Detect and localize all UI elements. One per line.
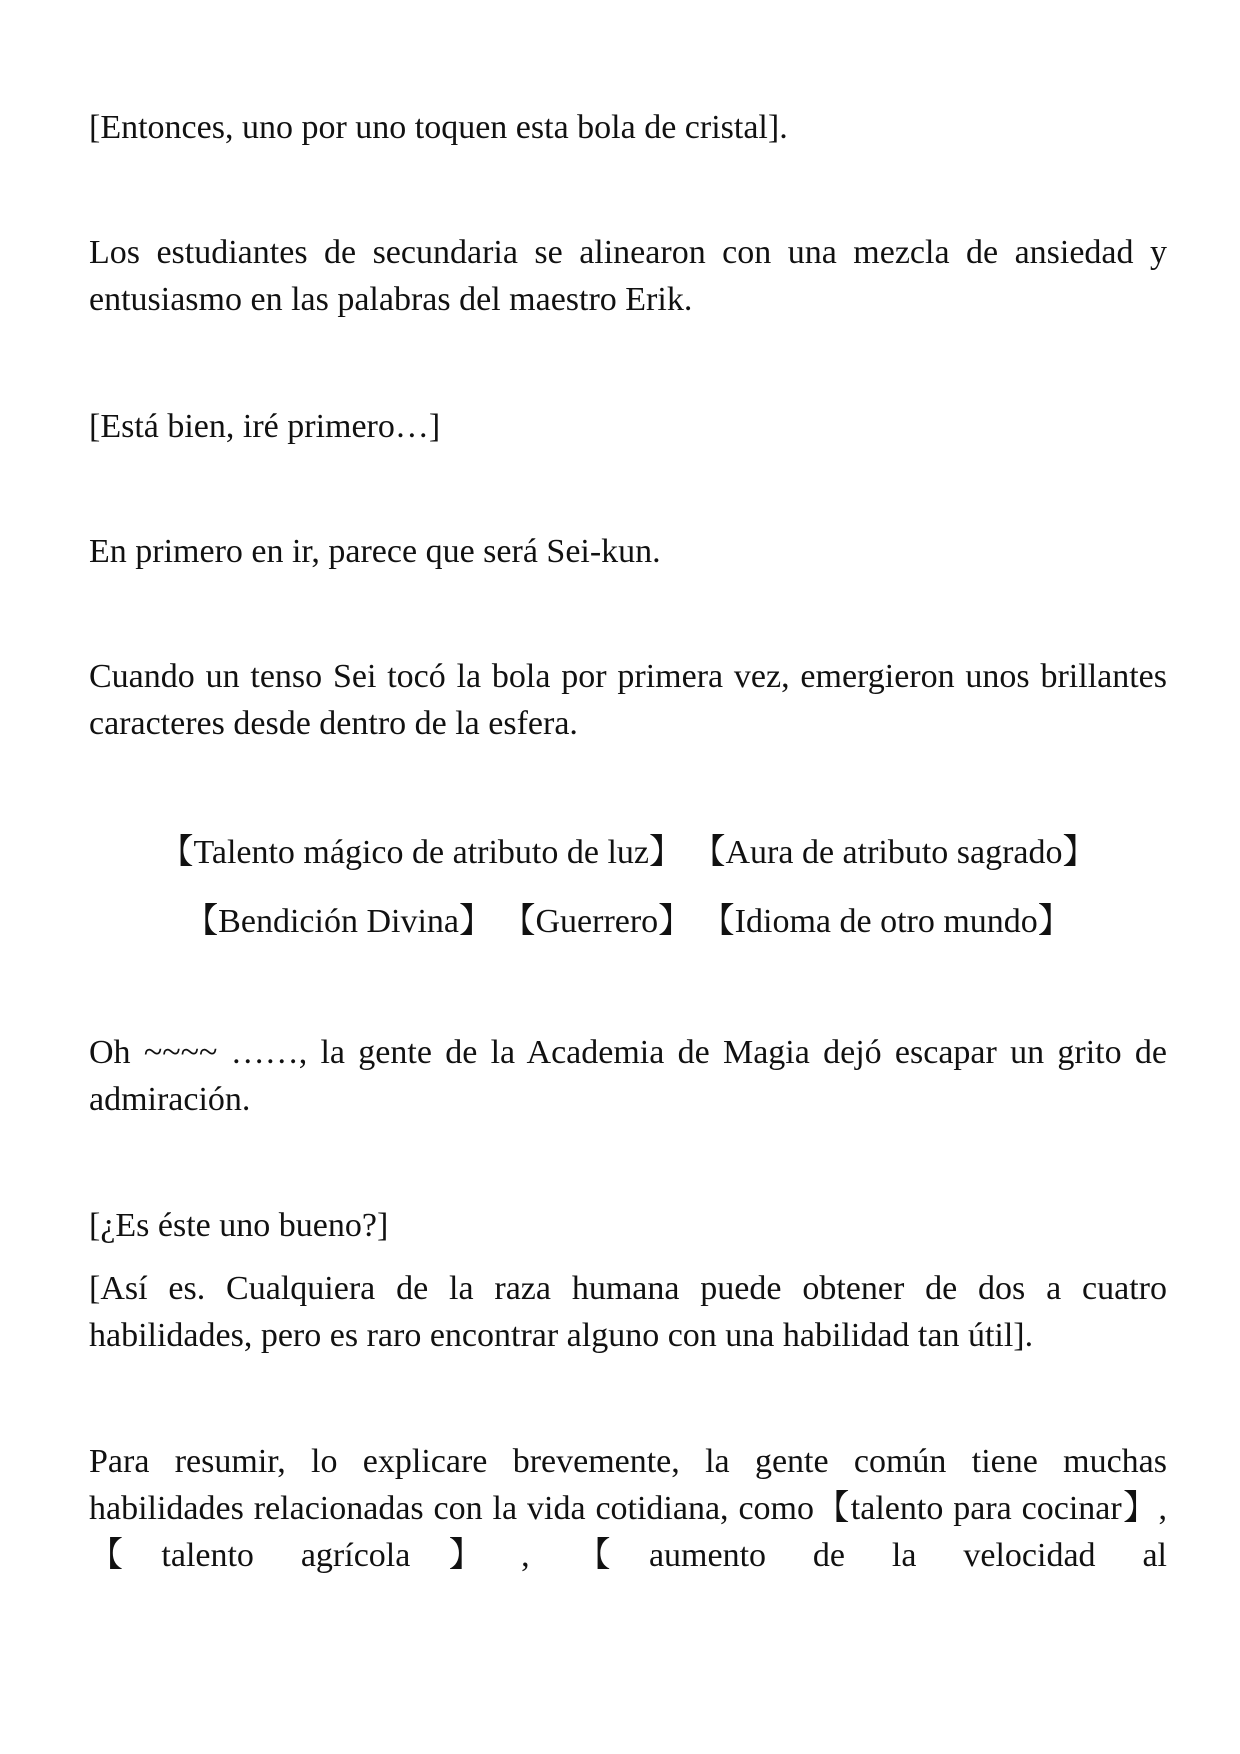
paragraph-crystal-ball-instruction: [Entonces, uno por uno toquen esta bola de cristal]. [89, 109, 788, 146]
paragraph-that-is-right: [Así es. Cualquiera de la raza humana puede obtener de dos a cuatro habilidades, pero es raro encontrar alguno con una habilidad tan útil]. [89, 1270, 1167, 1354]
paragraph-sei-first: En primero en ir, parece que será Sei-kun. [89, 533, 661, 570]
skills-line-2: 【Bendición Divina】 【Guerrero】 【Idioma de otro mundo】 [184, 903, 1072, 940]
paragraph-admiration: Oh ~~~~ ……, la gente de la Academia de Magia dejó escapar un grito de admiración. [89, 1034, 1167, 1118]
paragraph-students-line-up: Los estudiantes de secundaria se alinearon con una mezcla de ansiedad y entusiasmo en las palabras del maestro Erik. [89, 234, 1167, 318]
skills-line-1: 【Talento mágico de atributo de luz】 【Aura de atributo sagrado】 [159, 834, 1097, 871]
paragraph-ill-go-first: [Está bien, iré primero…] [89, 408, 441, 445]
paragraph-is-this-good: [¿Es éste uno bueno?] [89, 1207, 389, 1244]
paragraph-sei-touches-ball: Cuando un tenso Sei tocó la bola por primera vez, emergieron unos brillantes caracteres desde dentro de la esfera. [89, 658, 1167, 742]
paragraph-to-summarize: Para resumir, lo explicare brevemente, la gente común tiene muchas habilidades relacionadas con la vida cotidiana, como【talento para cocinar】, 【talento agrícola】, 【aumento de la velocidad al [89, 1443, 1167, 1574]
